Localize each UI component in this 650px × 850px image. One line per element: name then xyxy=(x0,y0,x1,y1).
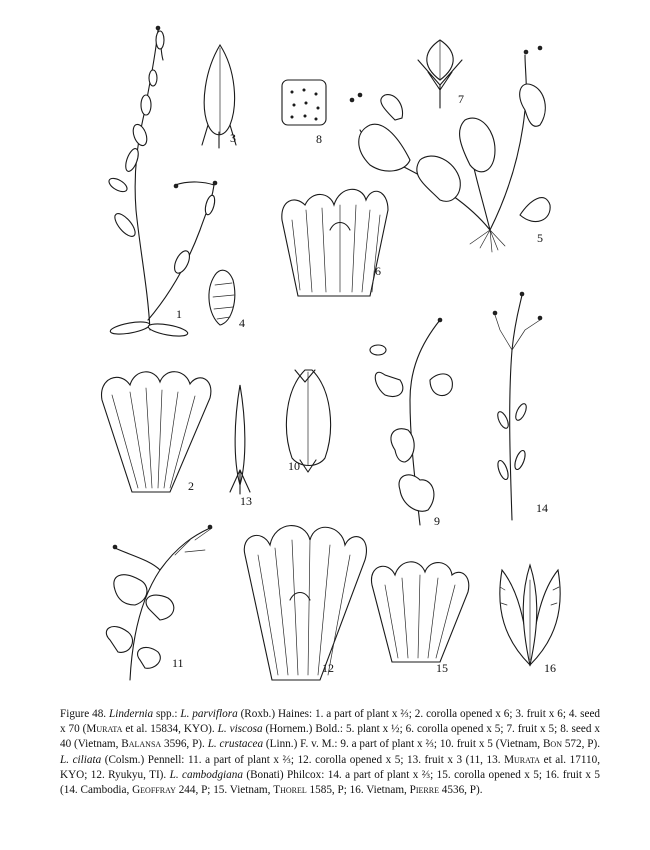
collector-name: Murata xyxy=(504,753,541,766)
species-name: L. crustacea xyxy=(207,738,264,751)
panel-number-12: 12 xyxy=(322,661,334,675)
panel-number-11: 11 xyxy=(172,656,184,670)
drawing-1-parviflora-plant xyxy=(107,26,217,338)
caption-genus: Lindernia xyxy=(109,708,154,720)
caption-text: 1585, P; 16. Vietnam, xyxy=(306,784,410,797)
caption-text: (Linn.) F. v. M.: 9. a part of plant x ⅔; 10. fruit x 5 (Vietnam, xyxy=(263,738,543,751)
drawing-7-viscosa-fruit xyxy=(418,40,462,108)
drawing-11-ciliata-plant xyxy=(106,525,212,680)
drawing-15-cambodgiana-corolla xyxy=(371,562,468,662)
drawing-9-crustacea-plant xyxy=(370,318,452,525)
panel-number-16: 16 xyxy=(544,661,556,675)
drawing-4-parviflora-seed xyxy=(209,270,235,325)
drawing-10-crustacea-fruit xyxy=(286,370,330,472)
collector-name: Pierre xyxy=(409,784,439,797)
drawing-6-viscosa-corolla xyxy=(282,189,388,296)
caption-figure-label: Figure 48. xyxy=(60,708,107,720)
drawing-14-cambodgiana-plant xyxy=(493,292,542,520)
panel-number-1: 1 xyxy=(176,307,182,321)
drawing-16-cambodgiana-fruit xyxy=(500,565,560,665)
caption-text: et al. 17110, KYO; 12. Ryukyu, TI). xyxy=(60,753,601,781)
panel-number-7: 7 xyxy=(458,92,464,106)
species-name: L. ciliata xyxy=(60,753,102,766)
panel-number-5: 5 xyxy=(537,231,543,245)
collector-name: Geoffray xyxy=(132,784,176,797)
drawing-8-viscosa-seed xyxy=(282,80,326,125)
drawing-2-parviflora-corolla xyxy=(102,372,211,492)
panel-number-14: 14 xyxy=(536,501,548,515)
panel-number-3: 3 xyxy=(230,131,236,145)
caption-text: (Colsm.) Pennell: 11. a part of plant x ⅔; 12. corolla opened x 5; 13. fruit x 3 (11, 13. xyxy=(101,753,505,766)
panel-number-9: 9 xyxy=(434,514,440,528)
caption-text: 4536, P). xyxy=(439,784,483,797)
caption-text: et al. 15834, KYO). xyxy=(122,723,218,736)
caption-text: 244, P; 15. Vietnam, xyxy=(175,784,274,797)
drawing-13-ciliata-fruit xyxy=(230,385,250,494)
caption-text: (Bonati) Philcox: 14. a part of plant x ⅔; 15. corolla opened x 5; 16. fruit x 5 (14. Cambodia, xyxy=(60,768,600,797)
panel-number-15: 15 xyxy=(436,661,448,675)
collector-name: Murata xyxy=(86,723,123,736)
collector-name: Balansa xyxy=(121,738,162,751)
collector-name: Thorel xyxy=(273,784,307,797)
species-name: L. viscosa xyxy=(217,723,263,736)
caption-text: (Roxb.) Haines: 1. a part of plant x ⅔; 2. corolla opened x 6; 3. fruit x 6; 4. seed x 70 ( xyxy=(60,708,601,736)
caption-text: 3596, P). xyxy=(161,738,208,751)
panel-number-13: 13 xyxy=(240,494,252,508)
caption-text: 572, P). xyxy=(561,738,601,751)
species-name: L. cambodgiana xyxy=(169,768,243,781)
panel-number-2: 2 xyxy=(188,479,194,493)
species-name: L. parviflora xyxy=(180,708,238,720)
panel-number-4: 4 xyxy=(239,316,245,330)
panel-number-10: 10 xyxy=(288,459,300,473)
collector-name: Bon xyxy=(542,738,562,751)
caption-text: spp.: xyxy=(153,708,181,720)
panel-number-6: 6 xyxy=(375,264,381,278)
figure-caption xyxy=(60,707,600,798)
drawing-12-ciliata-corolla xyxy=(244,526,366,680)
panel-number-8: 8 xyxy=(316,132,322,146)
caption-text: (Hornem.) Bold.: 5. plant x ½; 6. corolla opened x 5; 7. fruit x 5; 8. seed x 40 (Vietnam, xyxy=(60,723,600,751)
